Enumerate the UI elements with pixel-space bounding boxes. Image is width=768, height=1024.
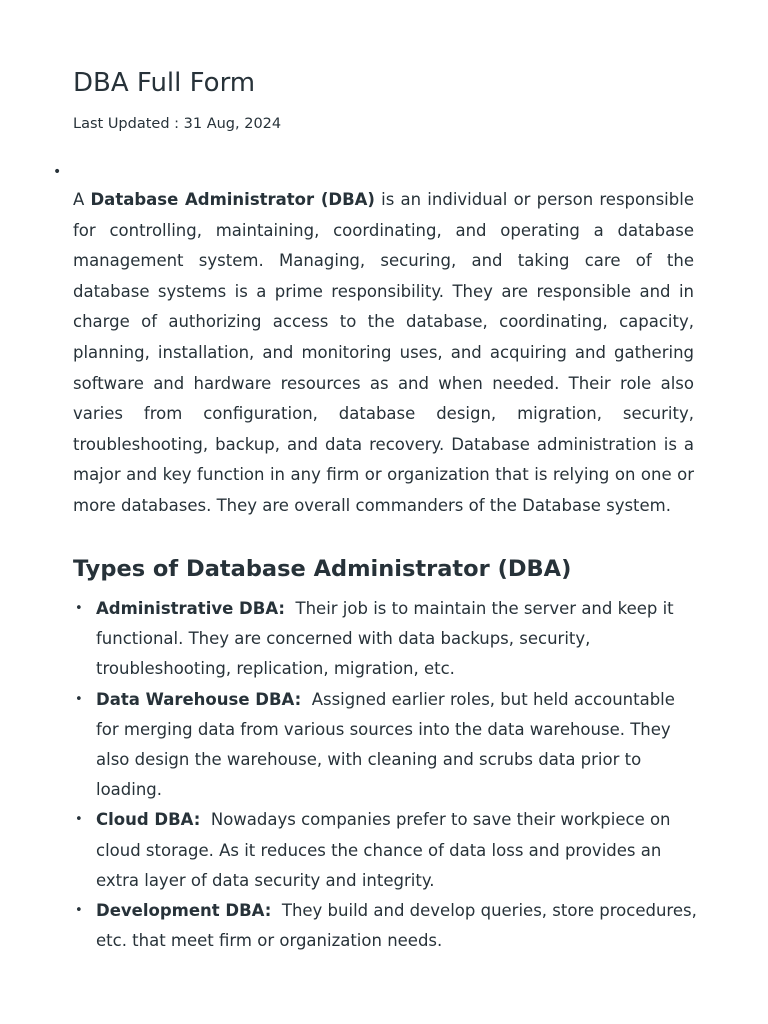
type-description: They build and develop queries, store procedures, etc. that meet firm or organization needs. bbox=[96, 901, 697, 951]
bullet: • bbox=[75, 903, 83, 919]
type-description: Nowadays companies prefer to save their workpiece on cloud storage. As it reduces the chance of data loss and provides an extra layer of data security and integrity. bbox=[96, 810, 671, 890]
intro-paragraph bbox=[73, 185, 694, 522]
intro-term: Database Administrator (DBA) bbox=[90, 190, 375, 209]
bullet: • bbox=[75, 812, 83, 828]
type-term: Administrative DBA: bbox=[96, 599, 285, 618]
types-list bbox=[73, 594, 698, 956]
bullet: • bbox=[75, 601, 83, 616]
last-updated-label: Last Updated : bbox=[73, 116, 184, 132]
last-updated-date: 31 Aug, 2024 bbox=[183, 116, 282, 132]
bullet: • bbox=[75, 691, 83, 707]
list-item bbox=[73, 805, 698, 896]
last-updated bbox=[73, 114, 281, 134]
type-term: Data Warehouse DBA: bbox=[96, 689, 302, 709]
types-heading: Types of Database Administrator (DBA) bbox=[73, 556, 572, 582]
intro-body: is an individual or person responsible for controlling, maintaining, coordinating, and operating a database management system. Managing, securing, and taking care of the database systems is a prime responsibility. They are responsible and in charge of authorizing access to the database, coordinating, capacity, planning, installation, and monitoring uses, and acquiring and gathering software and hardware resources as and when needed. Their role also varies from configuration, database design, migration, security, troubleshooting, backup, and data recovery. Database administration is a major and key function in any firm or organization that is relying on one or more databases. They are overall commanders of the Database system. bbox=[73, 190, 694, 515]
stray-bullet: • bbox=[53, 164, 62, 180]
list-item bbox=[73, 896, 698, 956]
type-description: Their job is to maintain the server and keep it functional. They are concerned with data backups, security, troubleshooting, replication, migration, etc. bbox=[96, 599, 674, 679]
intro-prefix: A bbox=[73, 190, 91, 209]
list-item bbox=[73, 594, 698, 685]
list-item bbox=[73, 685, 698, 806]
type-term: Development DBA: bbox=[96, 901, 272, 921]
type-description: Assigned earlier roles, but held accountable for merging data from various sources into the data warehouse. They also design the warehouse, with cleaning and scrubs data prior to loading. bbox=[96, 689, 675, 800]
page-title: DBA Full Form bbox=[73, 68, 256, 98]
type-term: Cloud DBA: bbox=[96, 810, 201, 830]
